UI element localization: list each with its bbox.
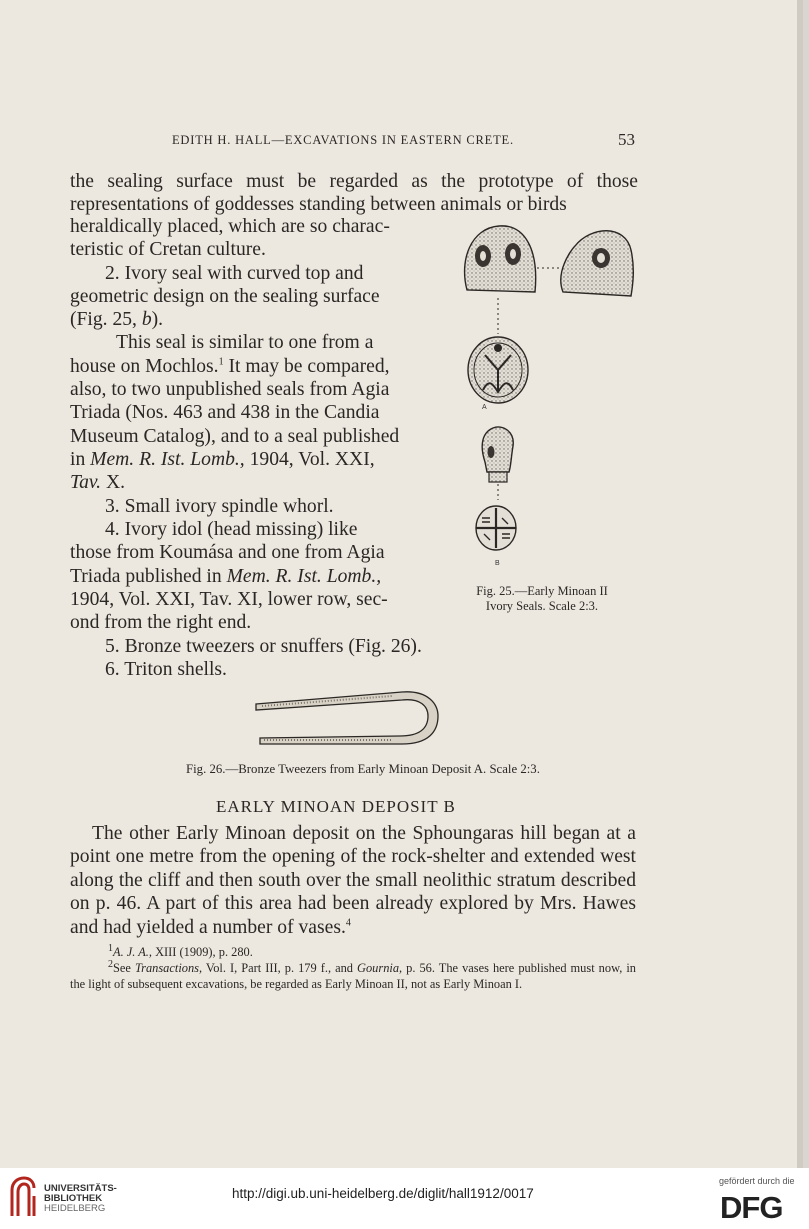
dfg-logo: DFG — [720, 1190, 783, 1225]
italic-text: Transactions, — [134, 961, 203, 975]
page-number: 53 — [618, 130, 635, 149]
fig25-caption-line: Ivory Seals. Scale 2:3. — [485, 599, 599, 613]
text-line: Museum Catalog), and to a seal published — [70, 426, 400, 447]
library-name-line: UNIVERSITÄTS- — [44, 1183, 117, 1194]
text-line: 2. Ivory seal with curved top and — [105, 263, 364, 284]
section-heading: EARLY MINOAN DEPOSIT B — [216, 797, 456, 816]
text-line: 1904, Vol. XXI, Tav. XI, lower row, sec- — [70, 589, 388, 610]
fig26-caption: Fig. 26.—Bronze Tweezers from Early Minoan Deposit A. Scale 2:3. — [186, 762, 540, 776]
footnotes — [70, 944, 636, 992]
text-line — [70, 472, 125, 494]
fig25-caption-line: Fig. 25.—Early Minoan II — [476, 584, 608, 598]
text-fragment: Triada published in — [70, 566, 227, 587]
text-line: Triada (Nos. 463 and 438 in the Candia — [70, 402, 380, 423]
footnote-mark: 1 — [108, 942, 113, 954]
text-line: also, to two unpublished seals from Agia — [70, 379, 390, 400]
text-fragment: X. — [101, 472, 125, 493]
fig25-seal-b-face — [466, 500, 526, 560]
italic-text: Gournia, — [357, 961, 403, 975]
text-line — [70, 356, 390, 378]
footnote-1 — [70, 944, 636, 960]
library-name — [44, 1184, 117, 1214]
text-line: 4. Ivory idol (head missing) like — [105, 519, 358, 540]
text-line — [70, 566, 381, 588]
text-fragment: ). — [151, 309, 164, 330]
text-fragment: p. 56. The vases here published must now, in the light of subsequent excavations, be regarded as Early Minoan II, not as Early Minoan I. — [70, 961, 636, 991]
text-line: geometric design on the sealing surface — [70, 286, 380, 307]
text-line: teristic of Cretan culture. — [70, 239, 266, 260]
text-line — [70, 449, 375, 471]
university-library-logo-icon — [8, 1176, 38, 1220]
footnote-ref: 4 — [345, 917, 351, 929]
text-fragment: XIII (1909), p. 280. — [152, 945, 253, 959]
text-fragment: Vol. I, Part III, p. 179 f., and — [202, 961, 358, 975]
footnote-mark: 2 — [108, 958, 113, 970]
library-name-line: HEIDELBERG — [44, 1203, 106, 1214]
running-head: EDITH H. HALL—EXCAVATIONS IN EASTERN CRETE. — [172, 133, 514, 147]
section-body-text: The other Early Minoan deposit on the Sphoungaras hill began at a point one metre from the opening of the rock-shelter and extended west along the cliff and then south over the small neolithic stratum described on p. 46. A part of this area had been already explored by Mrs. Hawes and had yielded a number of vases. — [70, 823, 636, 938]
text-line: those from Koumása and one from Agia — [70, 542, 385, 563]
italic-text: Tav. — [70, 472, 102, 493]
italic-text: b — [141, 309, 152, 330]
text-fragment: See — [113, 961, 135, 975]
text-line: This seal is similar to one from a — [116, 332, 374, 353]
fig25-label-a: A — [482, 404, 487, 411]
fig25-caption — [442, 584, 642, 614]
text-line — [70, 309, 163, 331]
text-line: 3. Small ivory spindle whorl. — [105, 496, 334, 517]
funded-by-text: gefördert durch die — [719, 1176, 795, 1186]
permalink-url[interactable]: http://digi.ub.uni-heidelberg.de/diglit/hall1912/0017 — [232, 1186, 534, 1201]
text-fragment: It may be compared, — [223, 356, 390, 377]
fig25-seals-illustration — [455, 220, 645, 500]
fig25-label-b: B — [495, 560, 500, 567]
footnote-ref: 1 — [218, 356, 224, 368]
library-name-line: BIBLIOTHEK — [44, 1193, 103, 1204]
text-fragment: in — [70, 449, 91, 470]
opening-paragraph: the sealing surface must be regarded as the prototype of those representations of goddesses standing between animals or birds — [70, 171, 638, 216]
text-line: 6. Triton shells. — [105, 659, 227, 680]
fig26-tweezers-illustration — [252, 682, 442, 752]
italic-text: Mem. R. Ist. Lomb., — [226, 566, 382, 587]
italic-text: A. J. A., — [113, 945, 152, 959]
text-fragment: 1904, Vol. XXI, — [244, 449, 375, 470]
footnote-2 — [70, 960, 636, 992]
text-fragment: house on Mochlos. — [70, 356, 219, 377]
section-body — [70, 822, 636, 939]
text-fragment: (Fig. 25, — [70, 309, 142, 330]
text-line: heraldically placed, which are so charac- — [70, 216, 390, 237]
italic-text: Mem. R. Ist. Lomb., — [90, 449, 245, 470]
text-line: 5. Bronze tweezers or snuffers (Fig. 26). — [105, 636, 422, 657]
text-line: ond from the right end. — [70, 612, 252, 633]
